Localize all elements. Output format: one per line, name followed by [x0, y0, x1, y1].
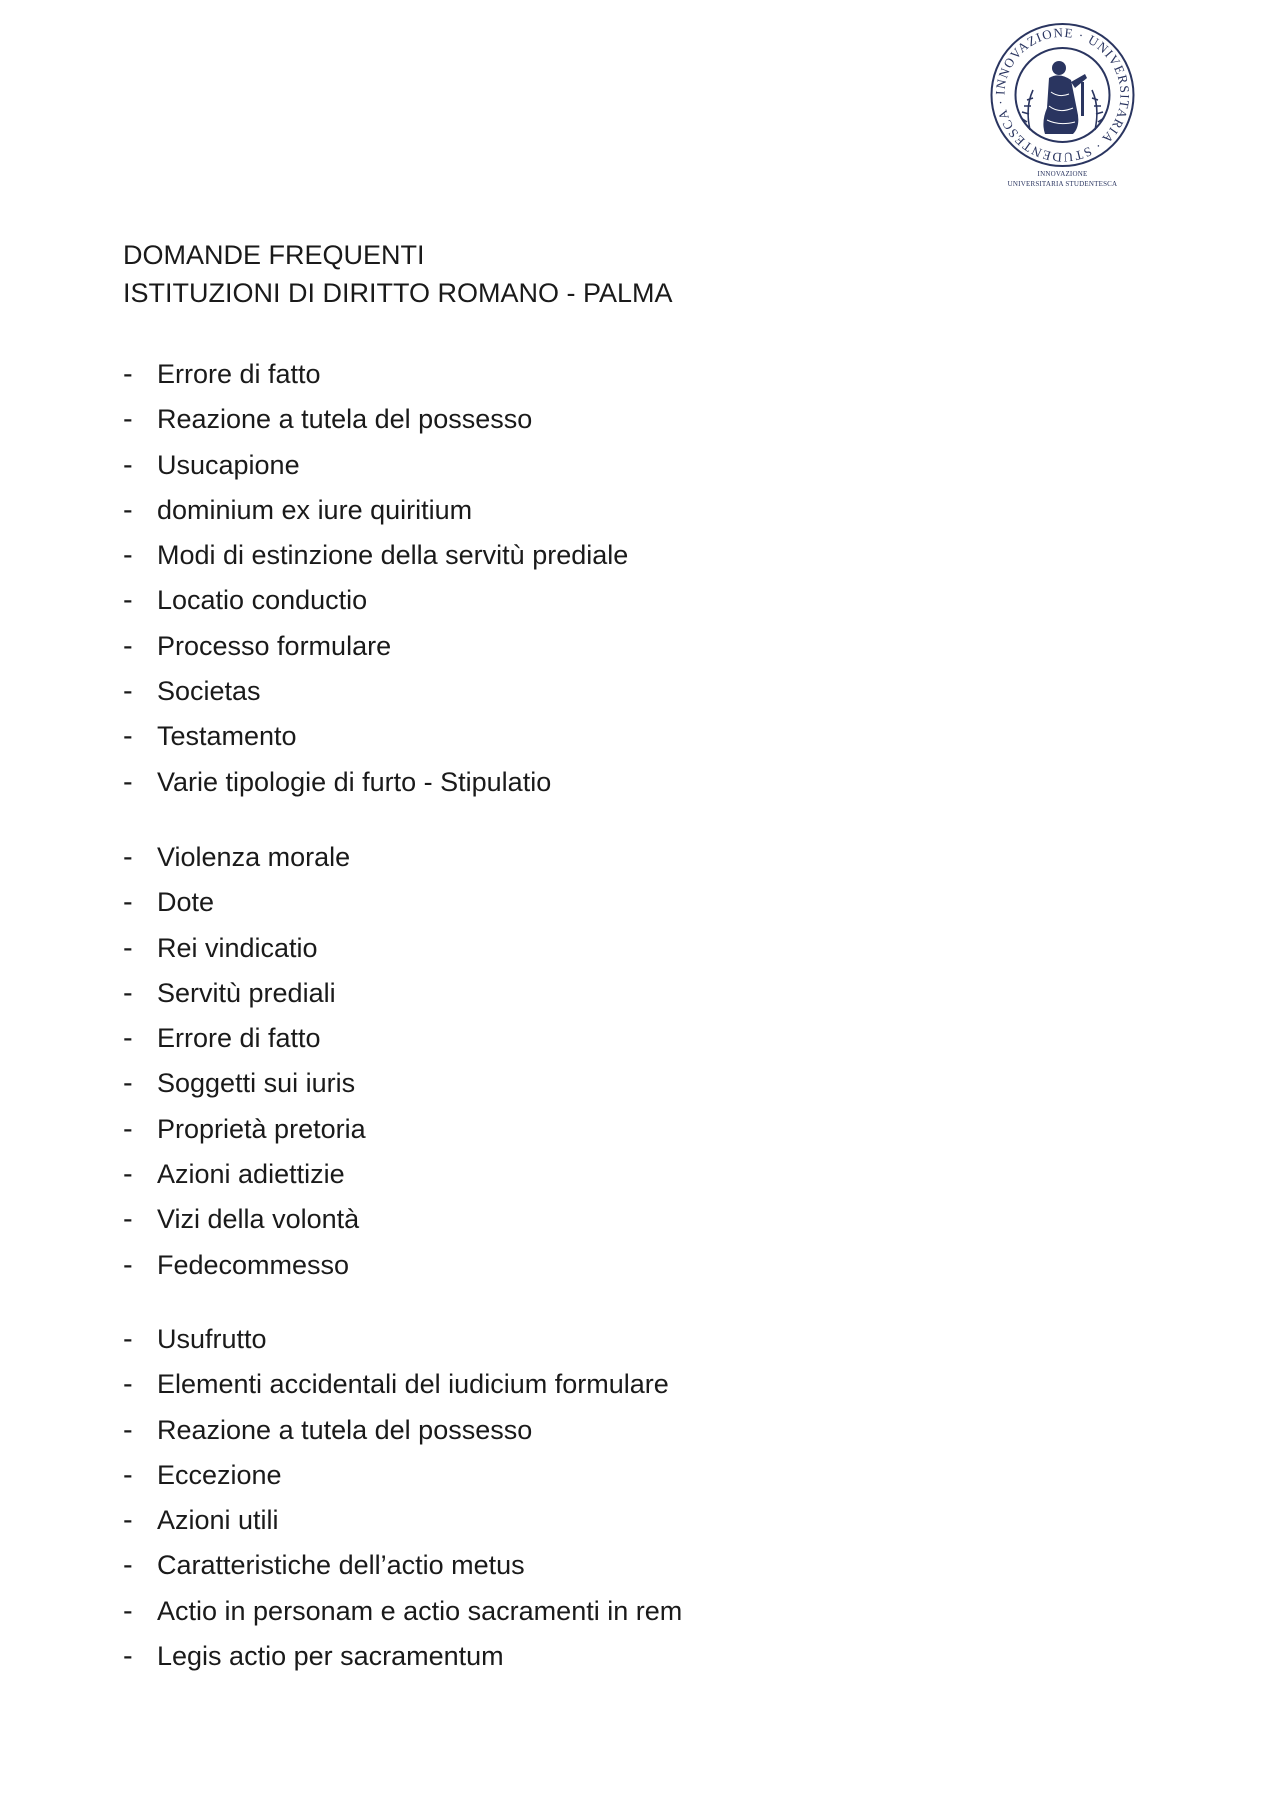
- logo-caption-line2: UNIVERSITARIA STUDENTESCA: [1007, 180, 1118, 188]
- list-dash: -: [123, 629, 133, 662]
- list-dash: -: [123, 1022, 133, 1055]
- list-item: [123, 624, 628, 669]
- list-dash: -: [123, 1368, 133, 1401]
- list-item: [123, 533, 628, 578]
- list-item-text: Violenza morale: [157, 842, 351, 872]
- list-dash: -: [123, 539, 133, 572]
- list-dash: -: [123, 1504, 133, 1537]
- list-dash: -: [123, 1458, 133, 1491]
- list-item: [123, 1243, 366, 1288]
- list-item: [123, 578, 628, 623]
- question-list-group-1: [123, 352, 628, 805]
- list-item: [123, 1107, 366, 1152]
- list-dash: -: [123, 1158, 133, 1191]
- list-item-text: Testamento: [157, 721, 297, 752]
- list-item-text: Actio in personam e actio sacramenti in rem: [157, 1595, 683, 1626]
- list-item-text: Azioni utili: [157, 1505, 279, 1536]
- list-dash: -: [123, 976, 133, 1009]
- list-dash: -: [123, 448, 133, 481]
- list-item: [123, 1589, 682, 1634]
- list-dash: -: [123, 1549, 133, 1582]
- list-dash: -: [123, 765, 133, 798]
- list-item-text: Eccezione: [157, 1459, 282, 1490]
- list-item-text: Usufrutto: [157, 1324, 267, 1354]
- list-item: [123, 443, 628, 488]
- list-dash: -: [123, 886, 133, 919]
- list-dash: -: [123, 1067, 133, 1100]
- list-item: [123, 1152, 366, 1197]
- list-item: [123, 1498, 682, 1543]
- list-item: [123, 714, 628, 759]
- list-item-text: Servitù prediali: [157, 977, 336, 1008]
- list-dash: -: [123, 1323, 133, 1355]
- list-dash: -: [123, 1203, 133, 1236]
- list-item-text: Usucapione: [157, 449, 300, 480]
- list-item-text: Reazione a tutela del possesso: [157, 1414, 533, 1445]
- list-item: [123, 1453, 682, 1498]
- list-item: [123, 1061, 366, 1106]
- list-item: [123, 880, 366, 925]
- list-item-text: Processo formulare: [157, 630, 392, 661]
- university-logo: [985, 22, 1140, 194]
- list-item-text: Azioni adiettizie: [157, 1159, 345, 1190]
- list-item: [123, 835, 366, 880]
- list-item: [123, 1362, 682, 1407]
- list-item: [123, 488, 628, 533]
- logo-caption-line1: INNOVAZIONE: [1037, 170, 1088, 178]
- list-item: [123, 1016, 366, 1061]
- list-item: [123, 669, 628, 714]
- title-line-2: ISTITUZIONI DI DIRITTO ROMANO - PALMA: [123, 278, 673, 308]
- list-item-text: Dote: [157, 887, 215, 918]
- list-dash: -: [123, 1594, 133, 1627]
- list-item: [123, 352, 628, 397]
- list-item-text: Elementi accidentali del iudicium formulare: [157, 1369, 669, 1400]
- seal-ring-text: INNOVAZIONE · UNIVERSITARIA · STUDENTESCA ·: [992, 24, 1133, 166]
- list-item-text: dominium ex iure quiritium: [157, 494, 473, 525]
- list-item: [123, 926, 366, 971]
- list-item-text: Legis actio per sacramentum: [157, 1641, 504, 1672]
- list-item: [123, 1197, 366, 1242]
- question-list-group-3: [123, 1317, 682, 1679]
- list-dash: -: [123, 493, 133, 526]
- list-item: [123, 1408, 682, 1453]
- title-line-1: DOMANDE FREQUENTI: [123, 240, 425, 270]
- list-dash: -: [123, 1640, 133, 1673]
- list-item-text: Fedecommesso: [157, 1249, 350, 1280]
- question-list-group-2: [123, 835, 366, 1288]
- list-item-text: Locatio conductio: [157, 585, 368, 616]
- list-item: [123, 971, 366, 1016]
- list-dash: -: [123, 403, 133, 436]
- seal-emblem: [985, 22, 1140, 168]
- list-item-text: Vizi della volontà: [157, 1204, 360, 1235]
- list-item-text: Modi di estinzione della servitù prediale: [157, 540, 629, 571]
- document-title: [123, 236, 673, 312]
- list-item: [123, 1317, 682, 1362]
- list-item-text: Errore di fatto: [157, 359, 321, 389]
- list-item: [123, 1543, 682, 1588]
- list-dash: -: [123, 1413, 133, 1446]
- list-item-text: Soggetti sui iuris: [157, 1068, 356, 1099]
- list-item-text: Proprietà pretoria: [157, 1113, 366, 1144]
- list-dash: -: [123, 1248, 133, 1281]
- list-item-text: Rei vindicatio: [157, 932, 318, 963]
- list-dash: -: [123, 1112, 133, 1145]
- list-item-text: Reazione a tutela del possesso: [157, 404, 533, 435]
- list-item: [123, 397, 628, 442]
- list-dash: -: [123, 720, 133, 753]
- list-dash: -: [123, 358, 133, 390]
- list-item-text: Varie tipologie di furto - Stipulatio: [157, 766, 552, 797]
- list-dash: -: [123, 841, 133, 873]
- list-item: [123, 760, 628, 805]
- list-item-text: Societas: [157, 676, 261, 707]
- list-item-text: Errore di fatto: [157, 1023, 321, 1054]
- list-item-text: Caratteristiche dell’actio metus: [157, 1550, 525, 1581]
- list-dash: -: [123, 675, 133, 708]
- list-dash: -: [123, 931, 133, 964]
- list-item: [123, 1634, 682, 1679]
- list-dash: -: [123, 584, 133, 617]
